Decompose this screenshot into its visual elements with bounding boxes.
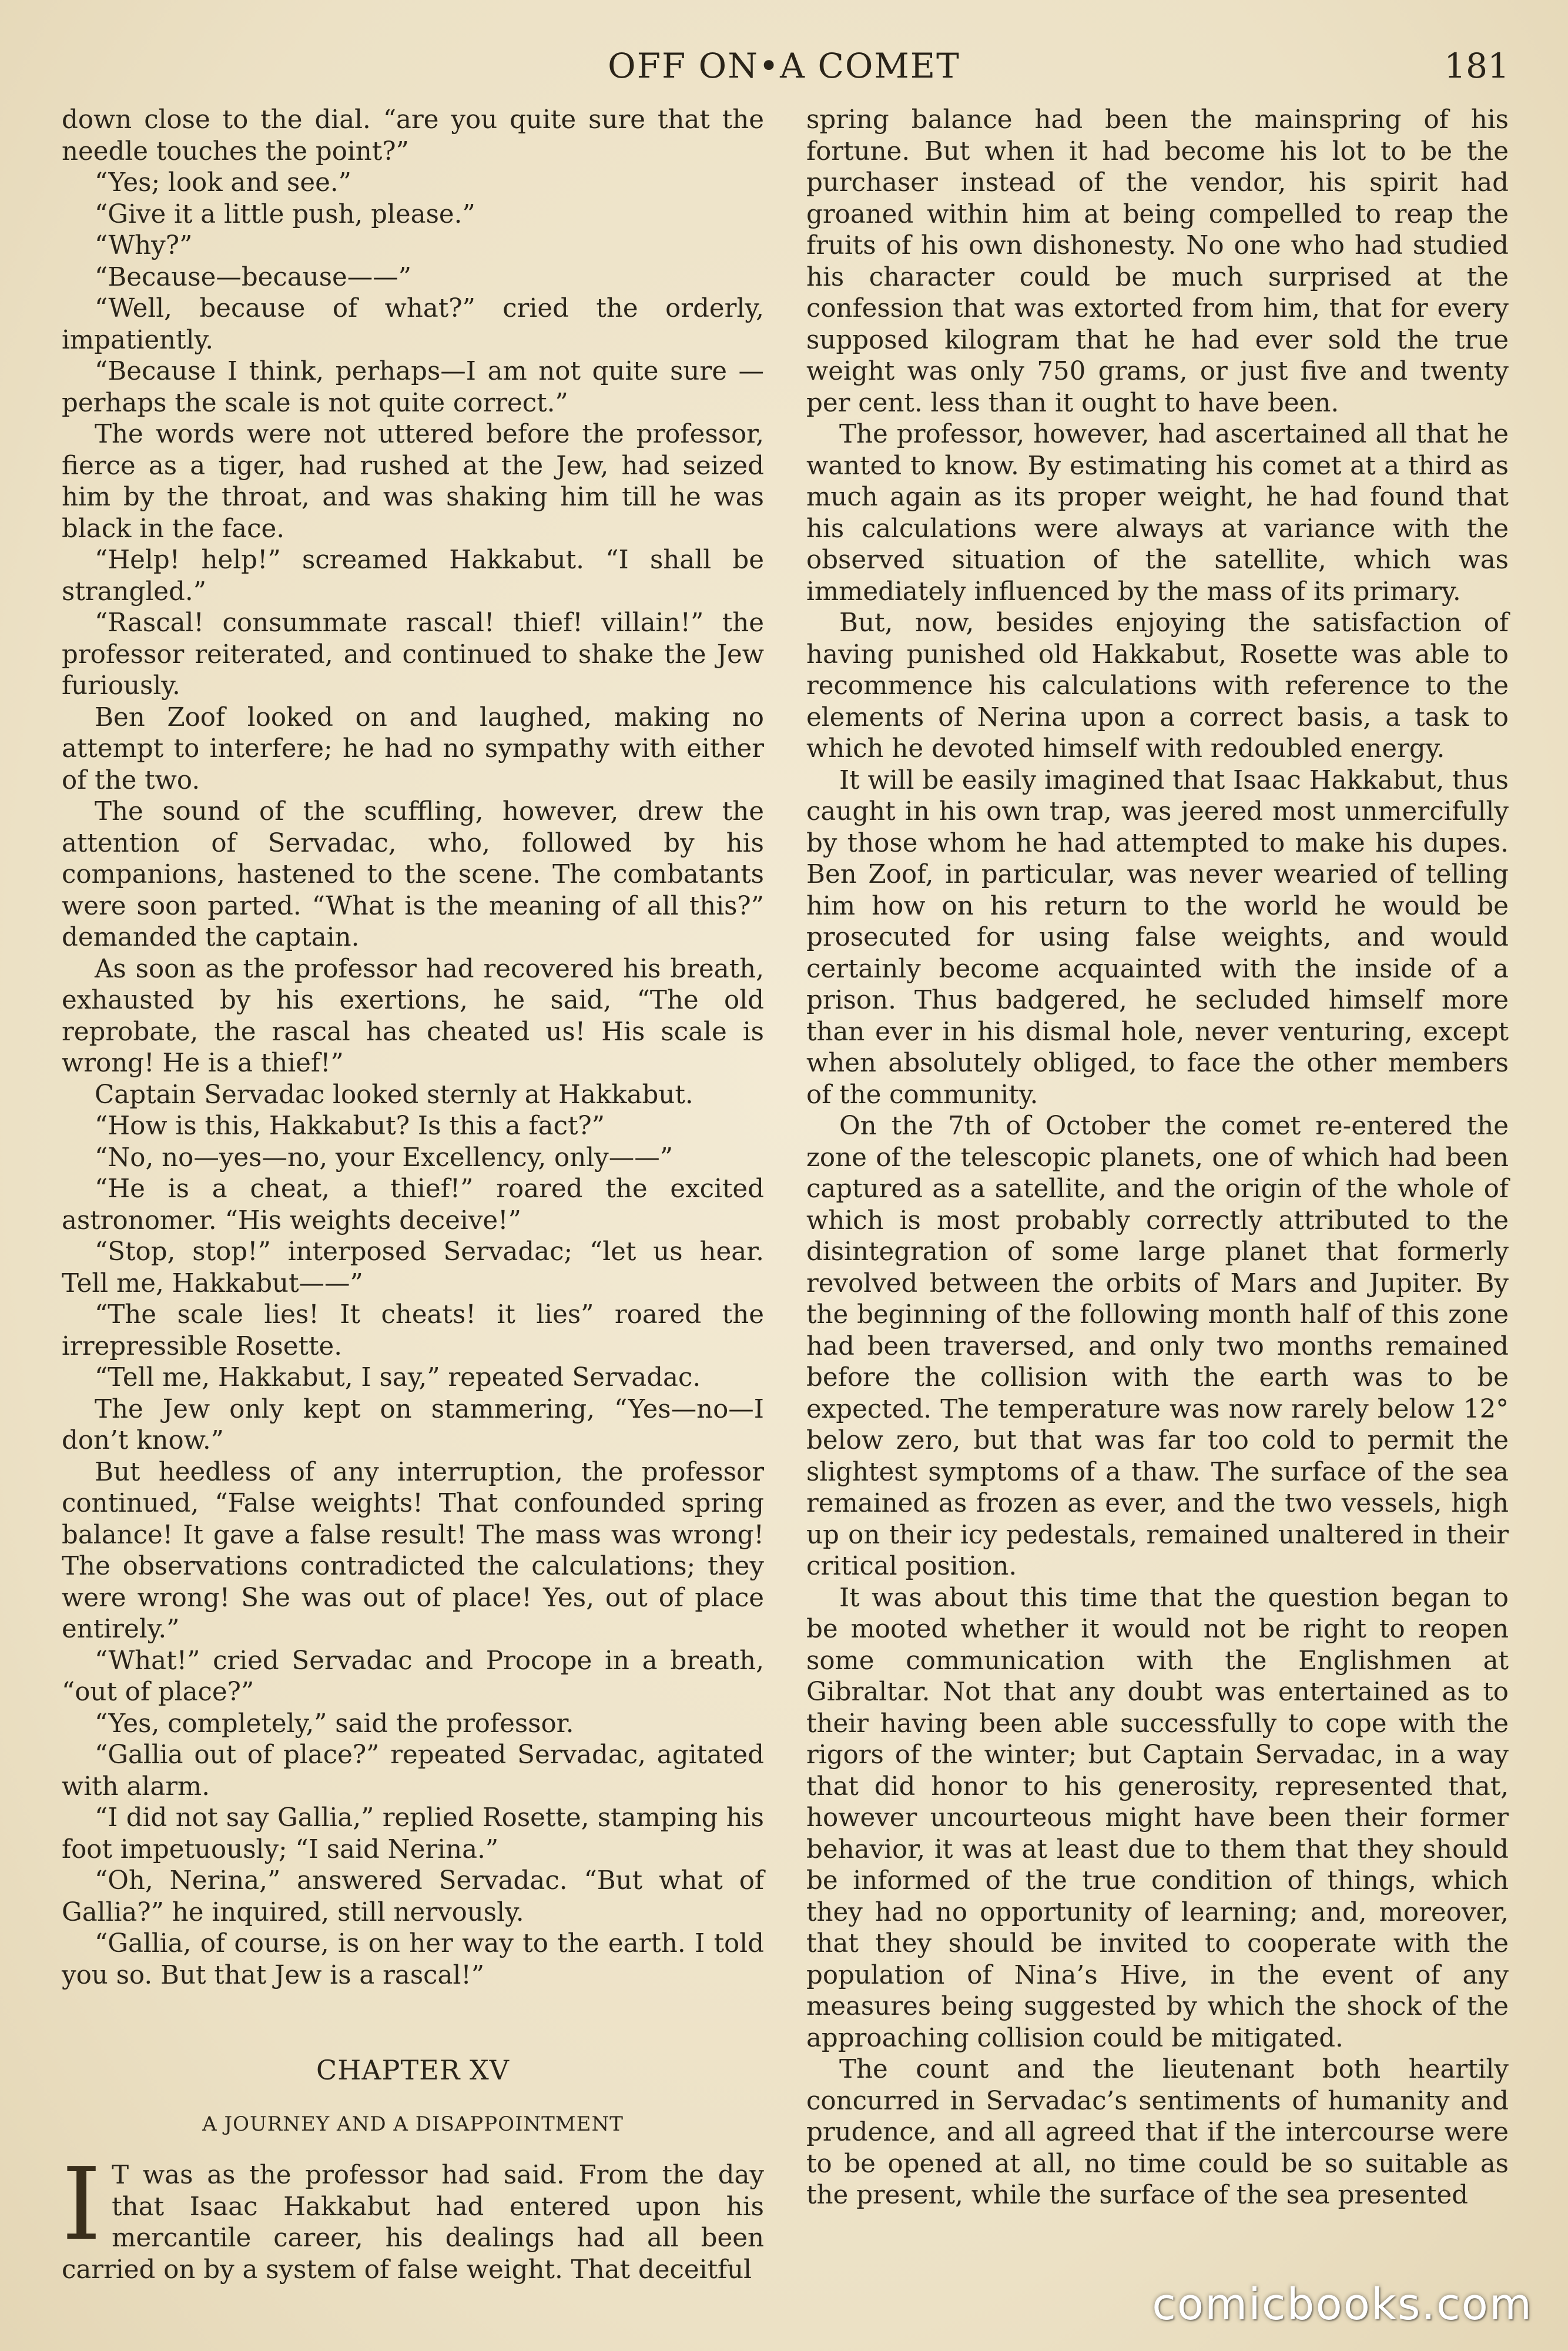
paragraph: “Why?” bbox=[95, 231, 193, 260]
paragraph: “Because—because——” bbox=[95, 262, 412, 292]
paragraph: “He is a cheat, a thief!” roared the excited astronomer. “His weights deceive!” bbox=[62, 1174, 764, 1235]
paragraph: The words were not uttered before the professor, fierce as a tiger, had rushed at the Jew, had seized him by the throat, and was shaking him till he was black in the face. bbox=[62, 420, 764, 544]
paragraph: “The scale lies! It cheats! it lies” roared the irrepressible Rosette. bbox=[62, 1300, 764, 1361]
paragraph: “Tell me, Hakkabut, I say,” repeated Servadac. bbox=[95, 1363, 701, 1392]
paragraph: “Help! help!” screamed Hakkabut. “I shall be strangled.” bbox=[62, 545, 764, 607]
paragraph: Ben Zoof looked on and laughed, making no attempt to interfere; he had no sympathy with either of the two. bbox=[62, 702, 764, 795]
paragraph: It was about this time that the question began to be mooted whether it would not be right to reopen some communication with the Englishmen at Gibraltar. Not that any doubt was entertained as to their having been able successfully to cope with the rigors of the winter; but Captain Servadac, in a way that did honor to his generosity, represented that, however uncourteous might have been their former behavior, it was at least due to them that they should be informed of the true condition of things, which they had no opportunity of learning; and, moreover, that they should be invited to cooperate with the population of Nina’s Hive, in the event of any measures being suggested by which the shock of the approaching collision could be mitigated. bbox=[806, 1583, 1509, 2053]
right-column bbox=[806, 105, 1509, 2212]
paragraph: “Well, because of what?” cried the orderly, impatiently. bbox=[62, 294, 764, 355]
running-head bbox=[0, 46, 1568, 93]
paragraph: Captain Servadac looked sternly at Hakkabut. bbox=[95, 1080, 693, 1110]
chapter-subtitle: A JOURNEY AND A DISAPPOINTMENT bbox=[202, 2112, 624, 2136]
paragraph: On the 7th of October the comet re-entered the zone of the telescopic planets, one of which had been captured as a satellite, and the origin of the whole of which is most probably correctly attributed to the disintegration of some large planet that formerly revolved between the orbits of Mars and Jupiter. By the beginning of the following month half of this zone had been traversed, and only two months remained before the collision with the earth was to be expected. The temperature was now rarely below 12° below zero, but that was far too cold to permit the slightest symptoms of a thaw. The surface of the sea remained as frozen as ever, and the two vessels, high up on their icy pedestals, remained unaltered in their critical position. bbox=[806, 1111, 1509, 1581]
paragraph: “I did not say Gallia,” replied Rosette, stamping his foot impetuously; “I said Nerina.” bbox=[62, 1803, 764, 1864]
left-column bbox=[62, 105, 764, 2286]
paragraph: “How is this, Hakkabut? Is this a fact?” bbox=[95, 1111, 605, 1141]
drop-cap: I bbox=[62, 2146, 102, 2263]
chapter-heading: CHAPTER XV bbox=[316, 2054, 510, 2086]
paragraph: “What!” cried Servadac and Procope in a breath, “out of place?” bbox=[62, 1646, 764, 1707]
paragraph: “Gallia out of place?” repeated Servadac, agitated with alarm. bbox=[62, 1740, 764, 1801]
paragraph: “Give it a little push, please.” bbox=[95, 199, 475, 229]
paragraph: “Stop, stop!” interposed Servadac; “let us hear. Tell me, Hakkabut——” bbox=[62, 1237, 764, 1298]
paragraph: down close to the dial. “are you quite sure that the needle touches the point?” bbox=[62, 105, 764, 166]
chapter-opening-text: T was as the professor had said. From the day that Isaac Hakkabut had entered upon his mercantile career, his dealings had all been carried on by a system of false weight. That deceitful bbox=[62, 2161, 764, 2285]
page-number: 181 bbox=[1444, 46, 1509, 86]
paragraph: “Yes, completely,” said the professor. bbox=[95, 1709, 574, 1739]
paragraph: The professor, however, had ascertained all that he wanted to know. By estimating his comet at a third as much again as its proper weight, he had found that his calculations were always at variance with the observed situation of the satellite, which was immediately influenced by the mass of its primary. bbox=[806, 420, 1509, 607]
running-title: OFF ON•A COMET bbox=[608, 46, 960, 86]
paragraph: “Rascal! consummate rascal! thief! villain!” the professor reiterated, and continued to shake the Jew furiously. bbox=[62, 608, 764, 701]
chapter-opening-paragraph bbox=[62, 2146, 764, 2286]
paragraph: The count and the lieutenant both heartily concurred in Servadac’s sentiments of humanity and prudence, and all agreed that if the intercourse were to be opened at all, no time could be so suitable as the present, while the surface of the sea presented bbox=[806, 2055, 1509, 2210]
watermark: comicbooks.com bbox=[1152, 2279, 1533, 2330]
paragraph: “Gallia, of course, is on her way to the earth. I told you so. But that Jew is a rascal!” bbox=[62, 1929, 764, 1990]
paragraph: spring balance had been the mainspring of his fortune. But when it had become his lot to be the purchaser instead of the vendor, his spirit had groaned within him at being compelled to reap the fruits of his own dishonesty. No one who had studied his character could be much surprised at the confession that was extorted from him, that for every supposed kilogram that he had ever sold the true weight was only 750 grams, or just five and twenty per cent. less than it ought to have been. bbox=[806, 105, 1509, 418]
paragraph: As soon as the professor had recovered his breath, exhausted by his exertions, he said, “The old reprobate, the rascal has cheated us! His scale is wrong! He is a thief!” bbox=[62, 954, 764, 1078]
paragraph: The Jew only kept on stammering, “Yes—no—I don’t know.” bbox=[62, 1394, 764, 1455]
paragraph: But, now, besides enjoying the satisfaction of having punished old Hakkabut, Rosette was able to recommence his calculations with reference to the elements of Nerina upon a correct basis, a task to which he devoted himself with redoubled energy. bbox=[806, 608, 1509, 763]
paragraph: The sound of the scuffling, however, drew the attention of Servadac, who, followed by his companions, hastened to the scene. The combatants were soon parted. “What is the meaning of all this?” demanded the captain. bbox=[62, 797, 764, 952]
paragraph: “Oh, Nerina,” answered Servadac. “But what of Gallia?” he inquired, still nervously. bbox=[62, 1866, 764, 1927]
paragraph: But heedless of any interruption, the professor continued, “False weights! That confounded spring balance! It gave a false result! The mass was wrong! The observations contradicted the calculations; they were wrong! She was out of place! Yes, out of place entirely.” bbox=[62, 1457, 764, 1644]
paragraph: “Because I think, perhaps—I am not quite sure —perhaps the scale is not quite correct.” bbox=[62, 357, 764, 418]
paragraph: “Yes; look and see.” bbox=[95, 168, 351, 197]
paragraph: “No, no—yes—no, your Excellency, only——” bbox=[95, 1143, 673, 1173]
paragraph: It will be easily imagined that Isaac Hakkabut, thus caught in his own trap, was jeered most unmercifully by those whom he had attempted to make his dupes. Ben Zoof, in particular, was never wearied of telling him how on his return to the world he would be prosecuted for using false weights, and would certainly become acquainted with the inside of a prison. Thus badgered, he secluded himself more than ever in his dismal hole, never venturing, except when absolutely obliged, to face the other members of the community. bbox=[806, 765, 1509, 1110]
